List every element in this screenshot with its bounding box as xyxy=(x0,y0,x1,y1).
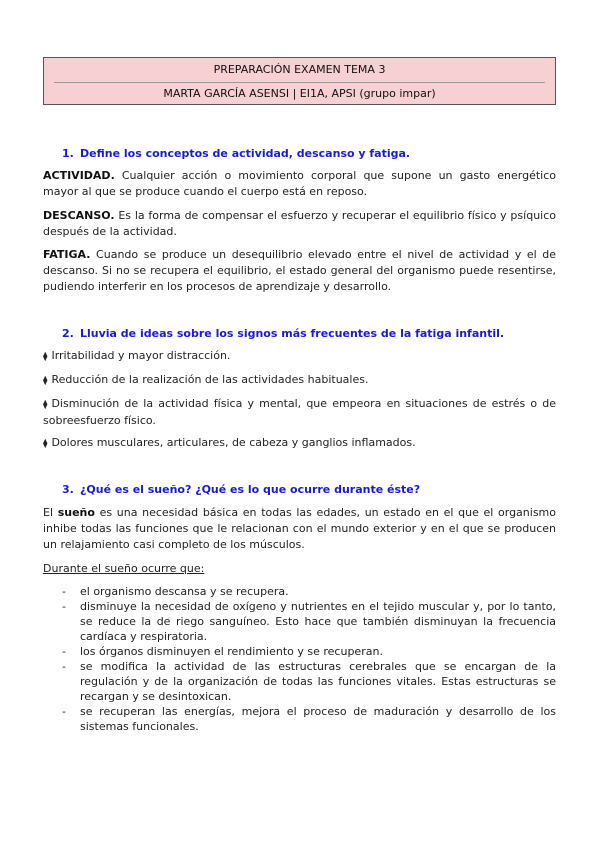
header-box xyxy=(43,57,556,105)
list-item: - disminuye la necesidad de oxígeno y nutrientes en el tejido muscular y, por lo tanto, se reduce la de riego sanguíneo. Esto hace que también disminuyan la frecuencia cardíaca y respiratoria. xyxy=(62,600,556,643)
list-item: ⧫ Disminución de la actividad física y mental, que empeora en situaciones de estrés o de sobreesfuerzo físico. xyxy=(43,397,556,427)
definition-fatiga-text: Cuando se produce un desequilibrio elevado entre el nivel de actividad y el de descanso. Si no se recupera el equilibrio, el estado general del organismo puede resentirse, pudiendo interferir en los procesos de aprendizaje y desarrollo. xyxy=(43,248,556,293)
header-divider xyxy=(54,82,545,83)
question-1-heading xyxy=(62,147,410,160)
bullet-icon: ⧫ xyxy=(43,376,48,386)
sleep-definition: El sueño es una necesidad básica en todas las edades, un estado en el que el organismo inhibe todas las funciones que le relacionan con el mundo exterior y en el que se producen un relajamiento casi completo de los músculos. xyxy=(43,506,556,551)
term-actividad: ACTIVIDAD. xyxy=(43,169,115,182)
definition-descanso xyxy=(43,208,556,240)
definition-actividad xyxy=(43,168,556,200)
question-1-text: Define los conceptos de actividad, descanso y fatiga. xyxy=(80,147,411,160)
question-2-heading xyxy=(62,327,504,340)
document-author: MARTA GARCÍA ASENSI | EI1A, APSI (grupo impar) xyxy=(163,87,436,100)
bullet-icon: ⧫ xyxy=(43,352,48,362)
sleep-effects-list xyxy=(62,584,556,734)
term-descanso: DESCANSO. xyxy=(43,209,115,222)
list-item: - se modifica la actividad de las estructuras cerebrales que se encargan de la regulación y de la organización de todas las funciones vitales. Estas estructuras se recargan y se desintoxican. xyxy=(62,660,556,703)
list-item: - se recuperan las energías, mejora el proceso de maduración y desarrollo de los sistemas funcionales. xyxy=(62,705,556,733)
term-fatiga: FATIGA. xyxy=(43,248,91,261)
question-3-heading xyxy=(62,483,420,496)
during-sleep-label: Durante el sueño ocurre que: xyxy=(43,562,205,575)
question-2-number: 2. xyxy=(62,327,74,340)
bullet-icon: ⧫ xyxy=(43,400,48,410)
list-item: ⧫ Irritabilidad y mayor distracción. xyxy=(43,349,231,362)
list-item: ⧫ Reducción de la realización de las actividades habituales. xyxy=(43,373,369,386)
definition-fatiga xyxy=(43,247,556,295)
document-title: PREPARACIÓN EXAMEN TEMA 3 xyxy=(213,63,386,76)
definition-actividad-text: Cualquier acción o movimiento corporal que supone un gasto energético mayor al que se produce cuando el cuerpo está en reposo. xyxy=(43,169,556,198)
sleep-definition-text: es una necesidad básica en todas las edades, un estado en el que el organismo inhibe todas las funciones que le relacionan con el mundo exterior y en el que se producen un relajamiento casi completo de los músculos. xyxy=(43,506,556,551)
bullet-icon: ⧫ xyxy=(43,439,48,449)
list-item: ⧫ Dolores musculares, articulares, de cabeza y ganglios inflamados. xyxy=(43,436,416,449)
question-1-number: 1. xyxy=(62,147,74,160)
question-3-text: ¿Qué es el sueño? ¿Qué es lo que ocurre durante éste? xyxy=(80,483,421,496)
list-item: - el organismo descansa y se recupera. xyxy=(62,585,289,598)
definition-descanso-text: Es la forma de compensar el esfuerzo y recuperar el equilibrio físico y psíquico después de la actividad. xyxy=(43,209,556,238)
question-3-number: 3. xyxy=(62,483,74,496)
question-2-text: Lluvia de ideas sobre los signos más frecuentes de la fatiga infantil. xyxy=(80,327,505,340)
list-item: - los órganos disminuyen el rendimiento y se recuperan. xyxy=(62,645,383,658)
term-sueno: sueño xyxy=(57,506,95,519)
